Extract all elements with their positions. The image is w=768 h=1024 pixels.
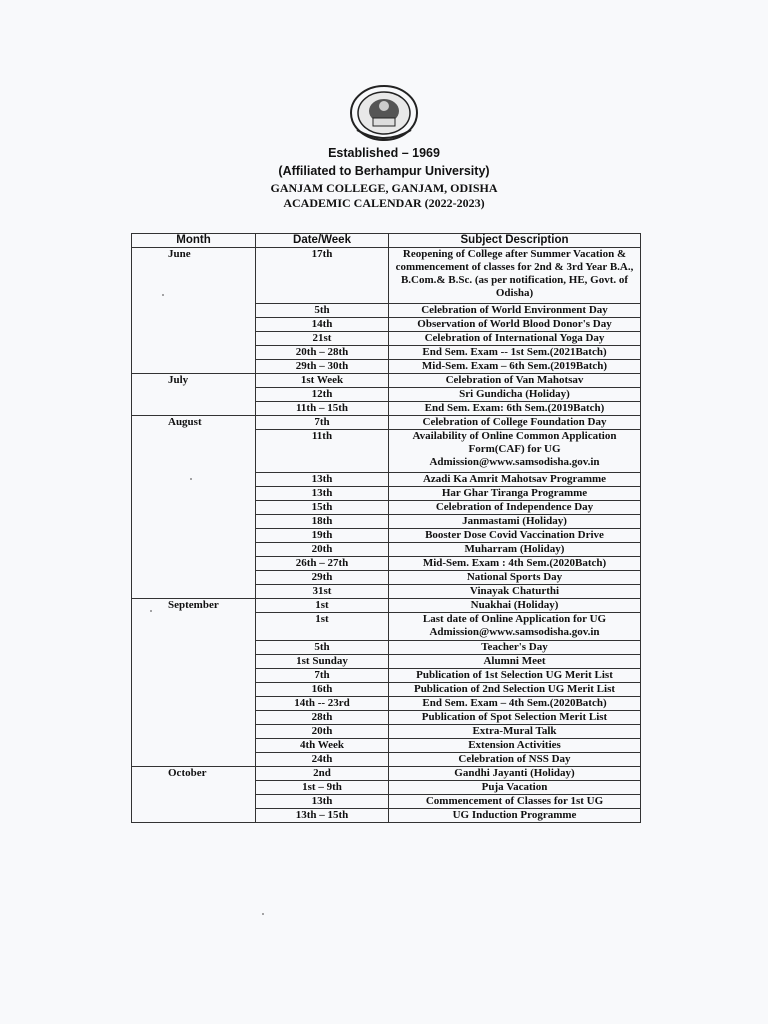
date-cell: 24th bbox=[256, 753, 389, 767]
college-name: GANJAM COLLEGE, GANJAM, ODISHA bbox=[270, 181, 498, 195]
date-cell: 11th – 15th bbox=[256, 402, 389, 416]
date-cell: 2nd bbox=[256, 767, 389, 781]
scan-speck bbox=[190, 478, 192, 480]
date-cell: 7th bbox=[256, 669, 389, 683]
date-cell: 12th bbox=[256, 388, 389, 402]
description-cell: National Sports Day bbox=[389, 571, 641, 585]
description-cell: Celebration of International Yoga Day bbox=[389, 332, 641, 346]
date-cell: 20th – 28th bbox=[256, 346, 389, 360]
scan-speck bbox=[162, 294, 164, 296]
description-cell: Celebration of NSS Day bbox=[389, 753, 641, 767]
date-cell: 20th bbox=[256, 543, 389, 557]
description-cell: Sri Gundicha (Holiday) bbox=[389, 388, 641, 402]
date-cell: 1st Sunday bbox=[256, 655, 389, 669]
description-cell: Extension Activities bbox=[389, 739, 641, 753]
date-cell: 5th bbox=[256, 304, 389, 318]
date-cell: 18th bbox=[256, 515, 389, 529]
date-cell: 5th bbox=[256, 641, 389, 655]
description-cell: Reopening of College after Summer Vacation & commencement of classes for 2nd & 3rd Year B.A., B.Com.& B.Sc. (as per notification, HE, Govt. of Odisha) bbox=[389, 248, 641, 304]
date-cell: 11th bbox=[256, 430, 389, 473]
date-cell: 13th bbox=[256, 473, 389, 487]
date-cell: 13th – 15th bbox=[256, 809, 389, 823]
table-row bbox=[132, 767, 641, 781]
description-cell: Muharram (Holiday) bbox=[389, 543, 641, 557]
date-cell: 4th Week bbox=[256, 739, 389, 753]
date-cell: 29th – 30th bbox=[256, 360, 389, 374]
description-cell: Publication of Spot Selection Merit List bbox=[389, 711, 641, 725]
date-cell: 15th bbox=[256, 501, 389, 515]
description-cell: Vinayak Chaturthi bbox=[389, 585, 641, 599]
description-cell: Availability of Online Common Application Form(CAF) for UG Admission@www.samsodisha.gov.in bbox=[389, 430, 641, 473]
date-cell: 29th bbox=[256, 571, 389, 585]
table-row bbox=[132, 248, 641, 304]
description-cell: Publication of 2nd Selection UG Merit List bbox=[389, 683, 641, 697]
table-body bbox=[132, 248, 641, 823]
established-line: Established – 1969 bbox=[328, 146, 440, 160]
description-cell: Gandhi Jayanti (Holiday) bbox=[389, 767, 641, 781]
description-cell: Mid-Sem. Exam – 6th Sem.(2019Batch) bbox=[389, 360, 641, 374]
date-cell: 1st – 9th bbox=[256, 781, 389, 795]
description-cell: End Sem. Exam – 4th Sem.(2020Batch) bbox=[389, 697, 641, 711]
date-cell: 13th bbox=[256, 487, 389, 501]
description-cell: Commencement of Classes for 1st UG bbox=[389, 795, 641, 809]
description-cell: Celebration of World Environment Day bbox=[389, 304, 641, 318]
scan-speck bbox=[150, 610, 152, 612]
date-cell: 13th bbox=[256, 795, 389, 809]
date-cell: 1st Week bbox=[256, 374, 389, 388]
description-cell: Alumni Meet bbox=[389, 655, 641, 669]
date-cell: 14th bbox=[256, 318, 389, 332]
table-row bbox=[132, 599, 641, 613]
month-cell: August bbox=[132, 416, 256, 599]
date-cell: 1st bbox=[256, 613, 389, 641]
month-cell: October bbox=[132, 767, 256, 823]
description-cell: Celebration of Independence Day bbox=[389, 501, 641, 515]
month-cell: September bbox=[132, 599, 256, 767]
header-month: Month bbox=[132, 234, 256, 248]
description-cell: Extra-Mural Talk bbox=[389, 725, 641, 739]
description-cell: Nuakhai (Holiday) bbox=[389, 599, 641, 613]
academic-calendar-table bbox=[131, 233, 641, 823]
date-cell: 16th bbox=[256, 683, 389, 697]
description-cell: Azadi Ka Amrit Mahotsav Programme bbox=[389, 473, 641, 487]
college-seal-icon bbox=[349, 84, 419, 142]
description-cell: Teacher's Day bbox=[389, 641, 641, 655]
scan-speck bbox=[262, 913, 264, 915]
date-cell: 19th bbox=[256, 529, 389, 543]
description-cell: Mid-Sem. Exam : 4th Sem.(2020Batch) bbox=[389, 557, 641, 571]
affiliation-line: (Affiliated to Berhampur University) bbox=[278, 164, 490, 178]
date-cell: 7th bbox=[256, 416, 389, 430]
table-row bbox=[132, 416, 641, 430]
calendar-title: ACADEMIC CALENDAR (2022-2023) bbox=[283, 196, 485, 210]
description-cell: Booster Dose Covid Vaccination Drive bbox=[389, 529, 641, 543]
month-cell: June bbox=[132, 248, 256, 374]
description-cell: Celebration of Van Mahotsav bbox=[389, 374, 641, 388]
description-cell: Har Ghar Tiranga Programme bbox=[389, 487, 641, 501]
date-cell: 28th bbox=[256, 711, 389, 725]
header-subject-description: Subject Description bbox=[389, 234, 641, 248]
description-cell: UG Induction Programme bbox=[389, 809, 641, 823]
description-cell: Last date of Online Application for UG Admission@www.samsodisha.gov.in bbox=[389, 613, 641, 641]
date-cell: 20th bbox=[256, 725, 389, 739]
description-cell: Celebration of College Foundation Day bbox=[389, 416, 641, 430]
date-cell: 14th -- 23rd bbox=[256, 697, 389, 711]
description-cell: End Sem. Exam: 6th Sem.(2019Batch) bbox=[389, 402, 641, 416]
month-cell: July bbox=[132, 374, 256, 416]
description-cell: Puja Vacation bbox=[389, 781, 641, 795]
description-cell: Observation of World Blood Donor's Day bbox=[389, 318, 641, 332]
date-cell: 21st bbox=[256, 332, 389, 346]
description-cell: Janmastami (Holiday) bbox=[389, 515, 641, 529]
table-header-row bbox=[132, 234, 641, 248]
header-date-week: Date/Week bbox=[256, 234, 389, 248]
date-cell: 31st bbox=[256, 585, 389, 599]
description-cell: Publication of 1st Selection UG Merit List bbox=[389, 669, 641, 683]
description-cell: End Sem. Exam -- 1st Sem.(2021Batch) bbox=[389, 346, 641, 360]
date-cell: 1st bbox=[256, 599, 389, 613]
date-cell: 26th – 27th bbox=[256, 557, 389, 571]
table-row bbox=[132, 374, 641, 388]
date-cell: 17th bbox=[256, 248, 389, 304]
